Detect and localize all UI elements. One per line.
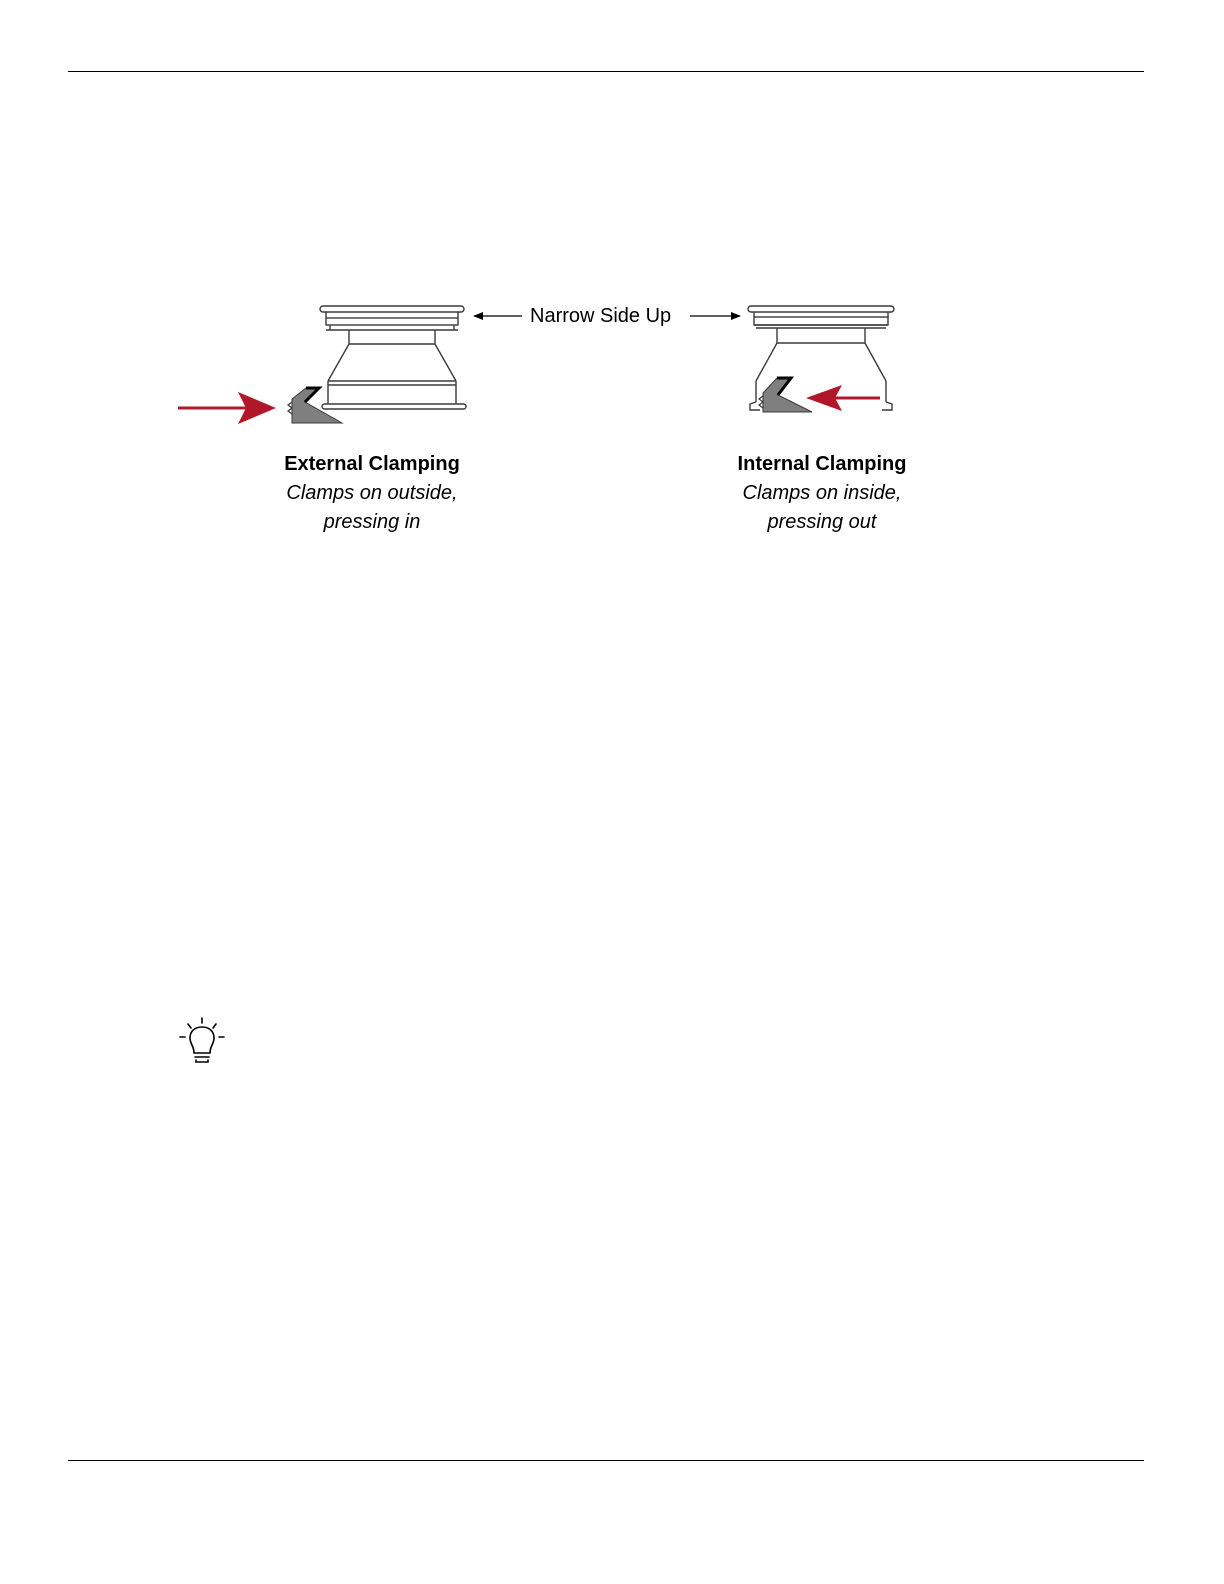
- internal-clamping-desc-line2: pressing out: [767, 511, 877, 533]
- narrow-side-up-label: Narrow Side Up: [530, 305, 672, 327]
- lightbulb-icon: [176, 1016, 228, 1068]
- internal-force-arrow: [806, 385, 880, 411]
- internal-clamp-jaw: [759, 378, 812, 412]
- internal-clamping-title: Internal Clamping: [737, 453, 907, 475]
- internal-clamping-desc-line1: Clamps on inside,: [742, 482, 902, 504]
- external-clamping-desc-line2: pressing in: [323, 511, 421, 533]
- external-clamping-caption: [222, 450, 522, 537]
- external-force-arrow: [178, 392, 276, 424]
- external-clamping-desc-line1: Clamps on outside,: [286, 482, 458, 504]
- external-part-drawing: [320, 306, 466, 409]
- clamping-diagram: [0, 0, 1224, 560]
- internal-clamping-caption: [672, 450, 972, 537]
- external-clamp-jaw: [288, 388, 342, 423]
- footer-rule: [68, 1460, 1144, 1461]
- external-clamping-title: External Clamping: [284, 453, 460, 475]
